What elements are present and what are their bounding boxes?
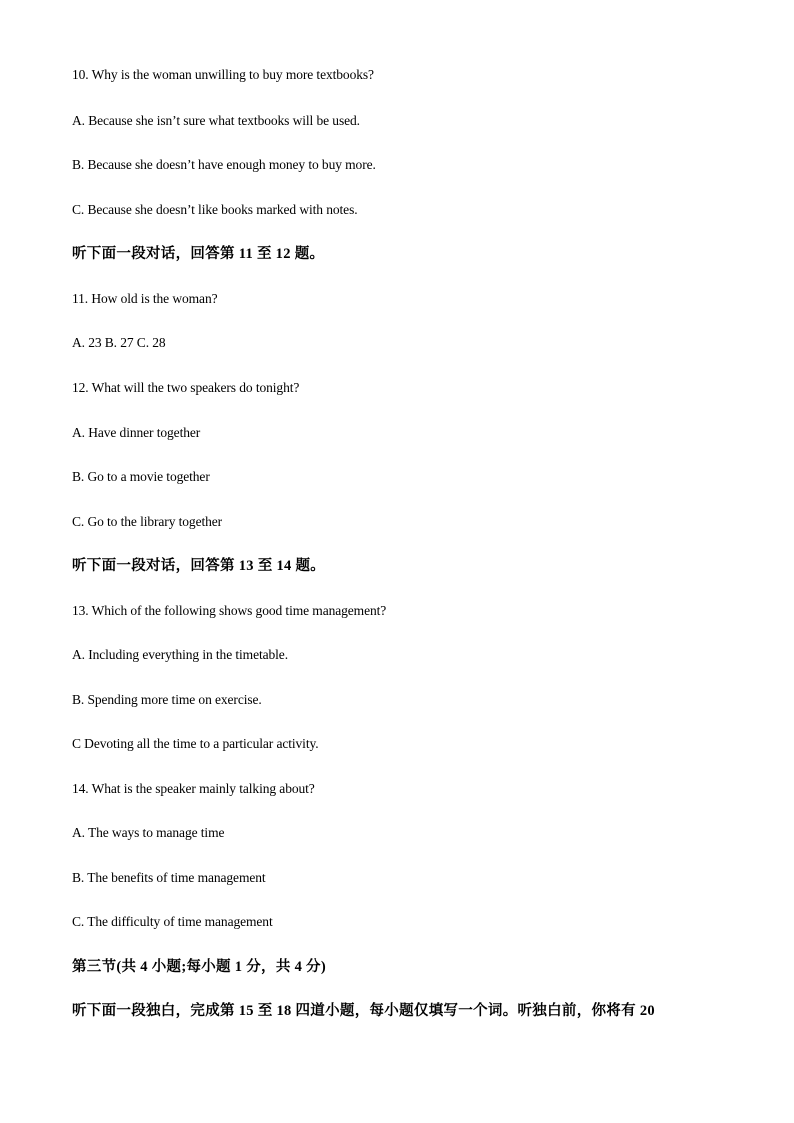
section-heading-13-14: 听下面一段对话，回答第 13 至 14 题。 (72, 558, 326, 574)
question-12-stem: 12. What will the two speakers do tonight? (72, 380, 300, 395)
question-14-option-a: A. The ways to manage time (72, 825, 225, 840)
question-12-option-b: B. Go to a movie together (72, 469, 210, 484)
question-10-stem: 10. Why is the woman unwilling to buy more textbooks? (72, 67, 374, 82)
question-14-option-c: C. The difficulty of time management (72, 914, 273, 929)
question-13-stem: 13. Which of the following shows good time management? (72, 603, 387, 618)
question-10-option-a: A. Because she isn’t sure what textbooks will be used. (72, 113, 360, 128)
question-13-option-b: B. Spending more time on exercise. (72, 692, 262, 707)
question-10-option-c: C. Because she doesn’t like books marked with notes. (72, 202, 358, 217)
question-14-option-b: B. The benefits of time management (72, 870, 266, 885)
question-13-option-c: C Devoting all the time to a particular activity. (72, 736, 319, 751)
question-12-option-a: A. Have dinner together (72, 425, 201, 440)
question-14-stem: 14. What is the speaker mainly talking about? (72, 781, 315, 796)
question-12-option-c: C. Go to the library together (72, 514, 223, 529)
section-heading-11-12: 听下面一段对话，回答第 11 至 12 题。 (72, 246, 325, 262)
part-3-header: 第三节(共 4 小题;每小题 1 分，共 4 分) (72, 959, 326, 975)
question-10-option-b: B. Because she doesn’t have enough money to buy more. (72, 157, 376, 172)
question-11-stem: 11. How old is the woman? (72, 291, 218, 306)
question-11-options: A. 23 B. 27 C. 28 (72, 335, 166, 350)
question-13-option-a: A. Including everything in the timetable. (72, 647, 288, 662)
part-3-instruction: 听下面一段独白，完成第 15 至 18 四道小题，每小题仅填写一个词。听独白前，你将有 20 (72, 1003, 655, 1019)
